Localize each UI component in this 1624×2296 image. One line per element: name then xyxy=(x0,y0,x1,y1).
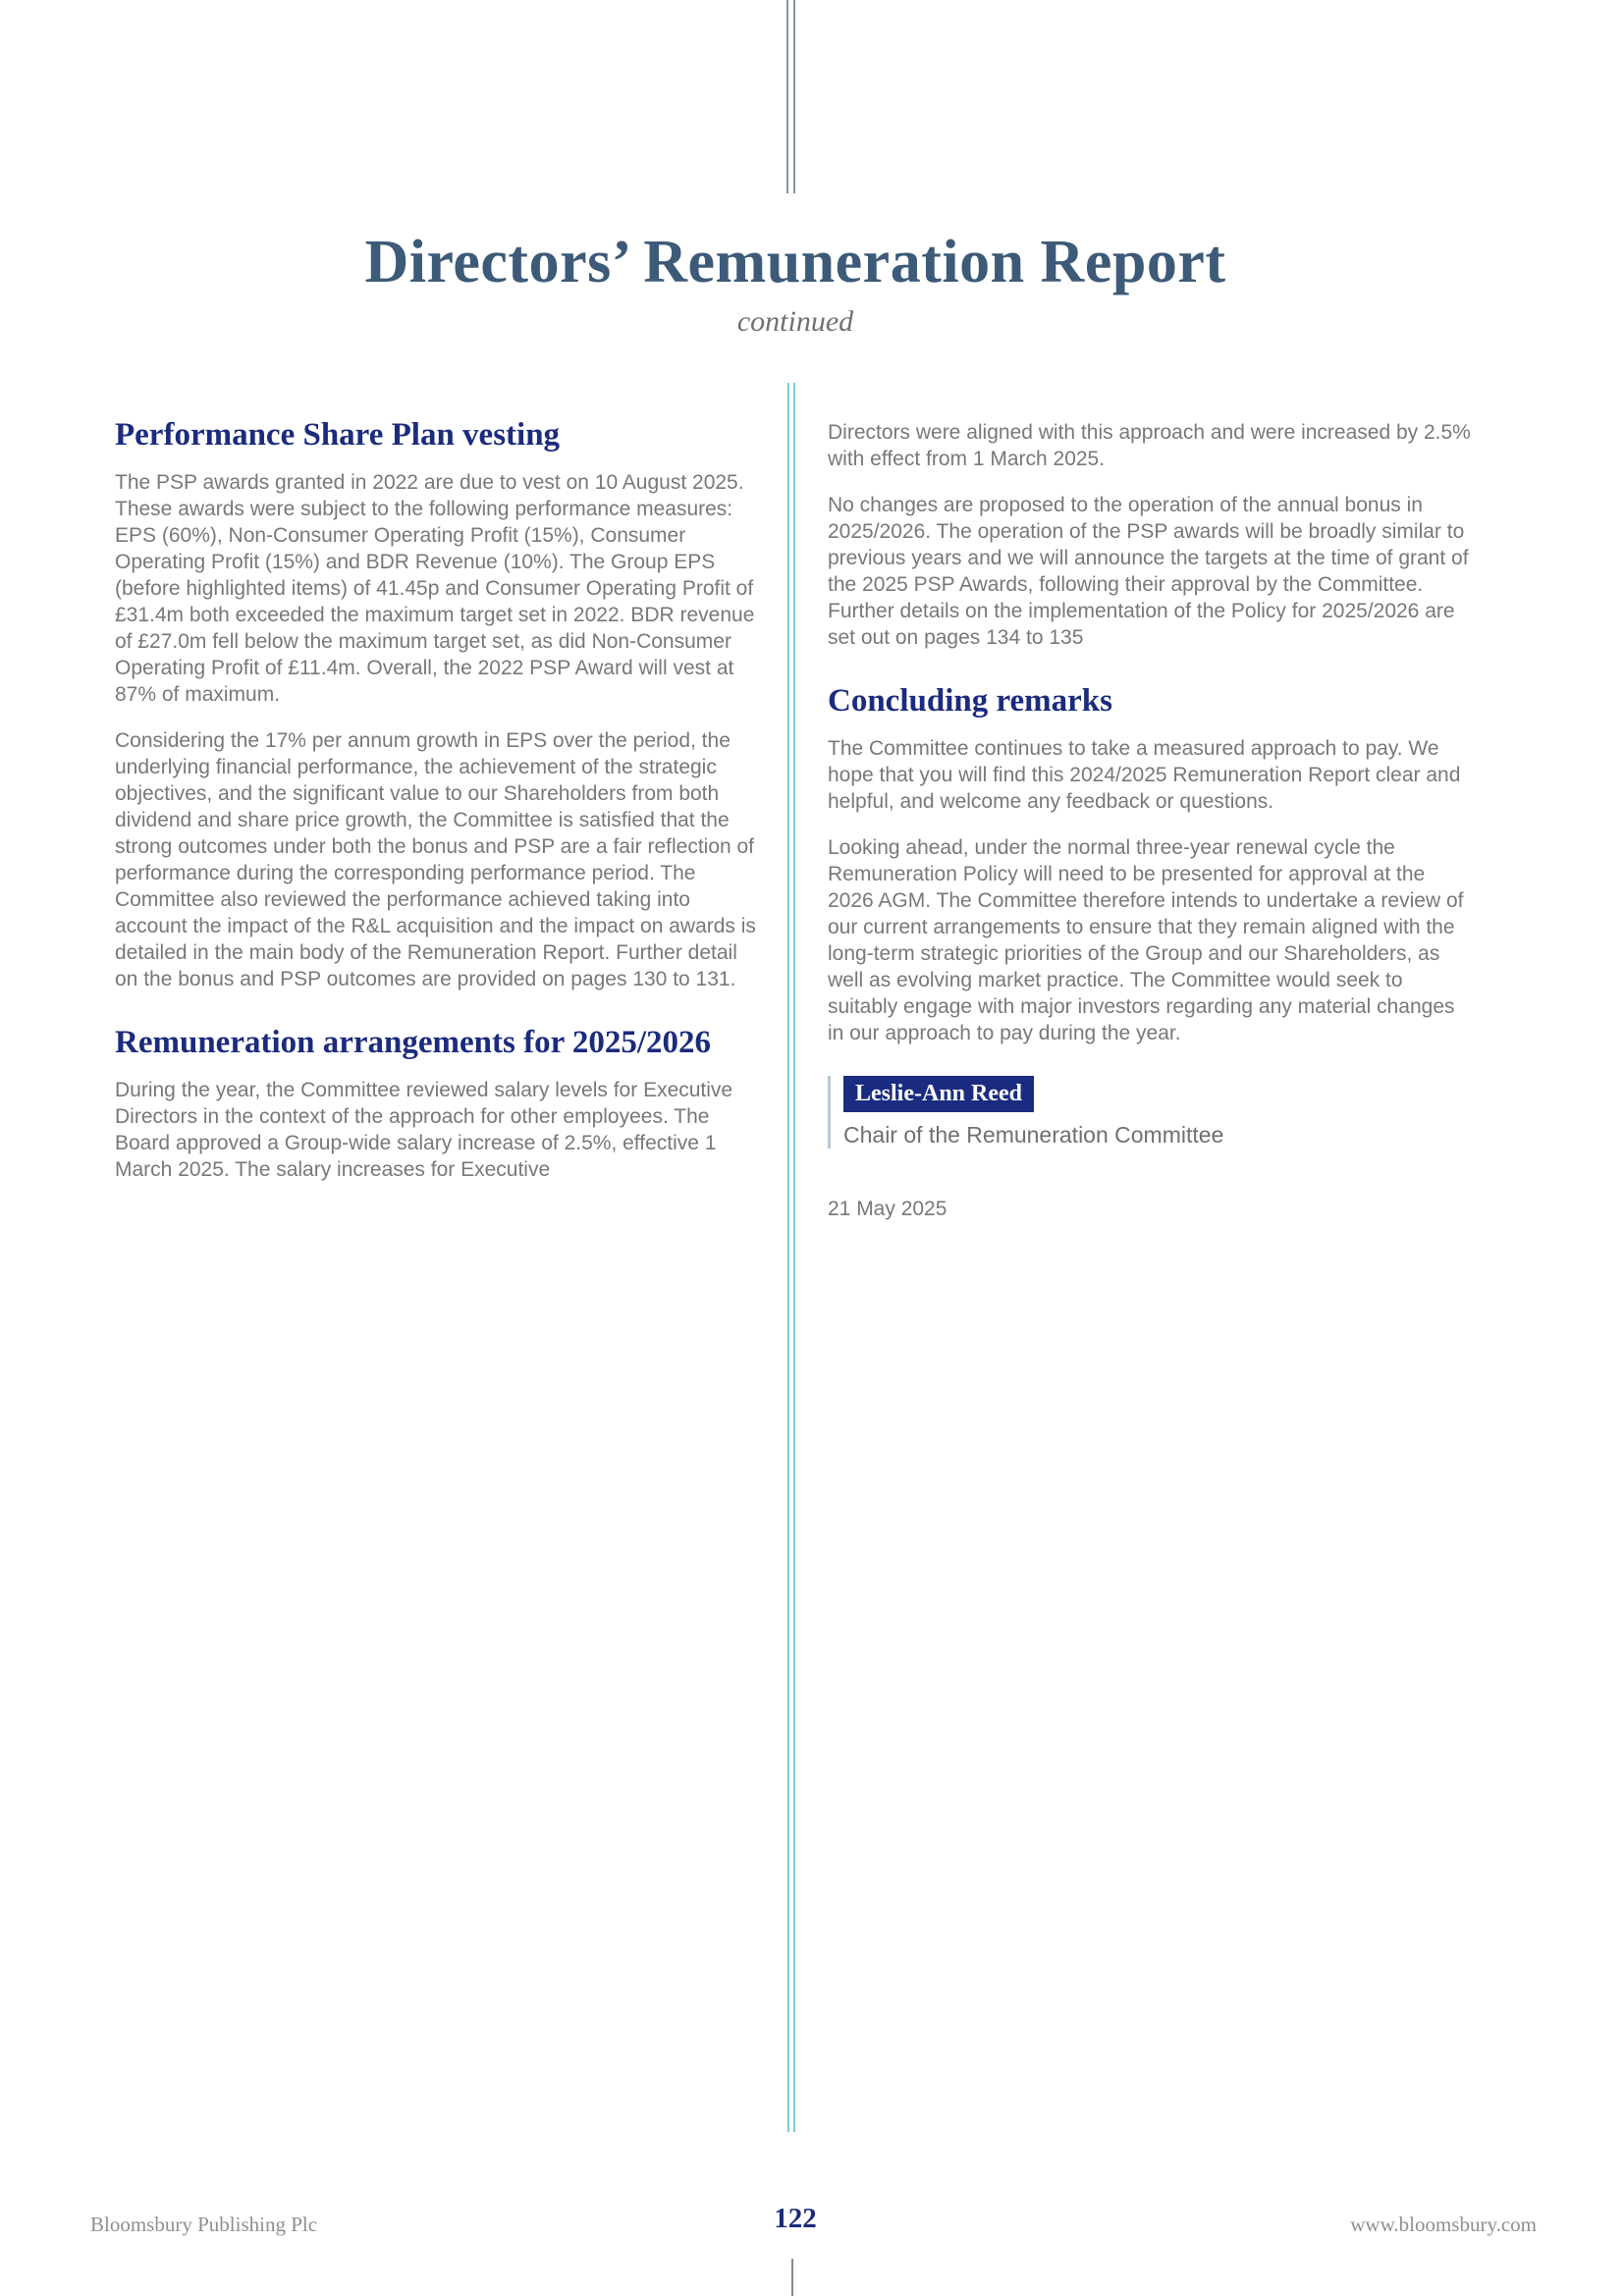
right-column xyxy=(828,419,1476,1222)
paragraph: Looking ahead, under the normal three-year renewal cycle the Remuneration Policy will need to be presented for approval at the 2026 AGM. The Committee therefore intends to undertake a review of our current arrangements to ensure that they remain aligned with the long-term strategic priorities of the Group and our Shareholders, as well as evolving market practice. The Committee would seek to suitably engage with major investors regarding any material changes in our approach to pay during the year. xyxy=(828,836,1464,1044)
signature-block xyxy=(828,1076,1476,1222)
signature-date: 21 May 2025 xyxy=(828,1198,947,1220)
section-heading-psp-vesting: Performance Share Plan vesting xyxy=(115,417,561,453)
page-title: Directors’ Remuneration Report xyxy=(364,229,1226,295)
signatory-role: Chair of the Remuneration Committee xyxy=(843,1122,1224,1148)
paragraph: The Committee continues to take a measured approach to pay. We hope that you will find this 2024/2025 Remuneration Report clear and helpful, and welcome any feedback or questions. xyxy=(828,737,1461,813)
center-double-rule xyxy=(787,383,795,2132)
signatory-name-badge: Leslie-Ann Reed xyxy=(843,1076,1034,1112)
footer-page-number: 122 xyxy=(774,2203,817,2234)
section-heading-concluding-remarks: Concluding remarks xyxy=(828,683,1113,719)
signature-inner xyxy=(828,1076,1476,1148)
section-heading-remuneration-arrangements: Remuneration arrangements for 2025/2026 xyxy=(115,1025,712,1060)
top-double-rule xyxy=(786,0,795,193)
page-subtitle: continued xyxy=(736,305,854,338)
paragraph: The PSP awards granted in 2022 are due to vest on 10 August 2025. These awards were subject to the following performance measures: EPS (60%), Non-Consumer Operating Profit (15%), Consumer Operating Profit (15%) and BDR Revenue (10%). The Group EPS (before highlighted items) of 41.45p and Consumer Operating Profit of £31.4m both exceeded the maximum target set in 2022. BDR revenue of £27.0m fell below the maximum target set, as did Non-Consumer Operating Profit of £11.4m. Overall, the 2022 PSP Award will vest at 87% of maximum. xyxy=(115,471,755,706)
bottom-rule xyxy=(791,2259,793,2296)
footer-website: www.bloomsbury.com xyxy=(1350,2213,1537,2236)
page-header xyxy=(0,228,1591,339)
paragraph: Considering the 17% per annum growth in EPS over the period, the underlying financial performance, the achievement of the strategic objectives, and the significant value to our Shareholders from both dividend and share price growth, the Committee is satisfied that the strong outcomes under both the bonus and PSP are a fair reflection of performance during the corresponding performance period. The Committee also reviewed the performance achieved taking into account the impact of the R&L acquisition and the impact on awards is detailed in the main body of the Remuneration Report. Further detail on the bonus and PSP outcomes are provided on pages 130 to 131. xyxy=(115,729,756,990)
paragraph: No changes are proposed to the operation of the annual bonus in 2025/2026. The operation of the PSP awards will be broadly similar to previous years and we will announce the targets at the time of grant of the 2025 PSP Awards, following their approval by the Committee. Further details on the implementation of the Policy for 2025/2026 are set out on pages 134 to 135 xyxy=(828,494,1469,649)
left-column xyxy=(115,416,763,1202)
paragraph: Directors were aligned with this approach and were increased by 2.5% with effect from 1 March 2025. xyxy=(828,421,1471,470)
paragraph: During the year, the Committee reviewed salary levels for Executive Directors in the context of the approach for other employees. The Board approved a Group-wide salary increase of 2.5%, effective 1 March 2025. The salary increases for Executive xyxy=(115,1079,733,1181)
footer-company: Bloomsbury Publishing Plc xyxy=(90,2213,318,2236)
